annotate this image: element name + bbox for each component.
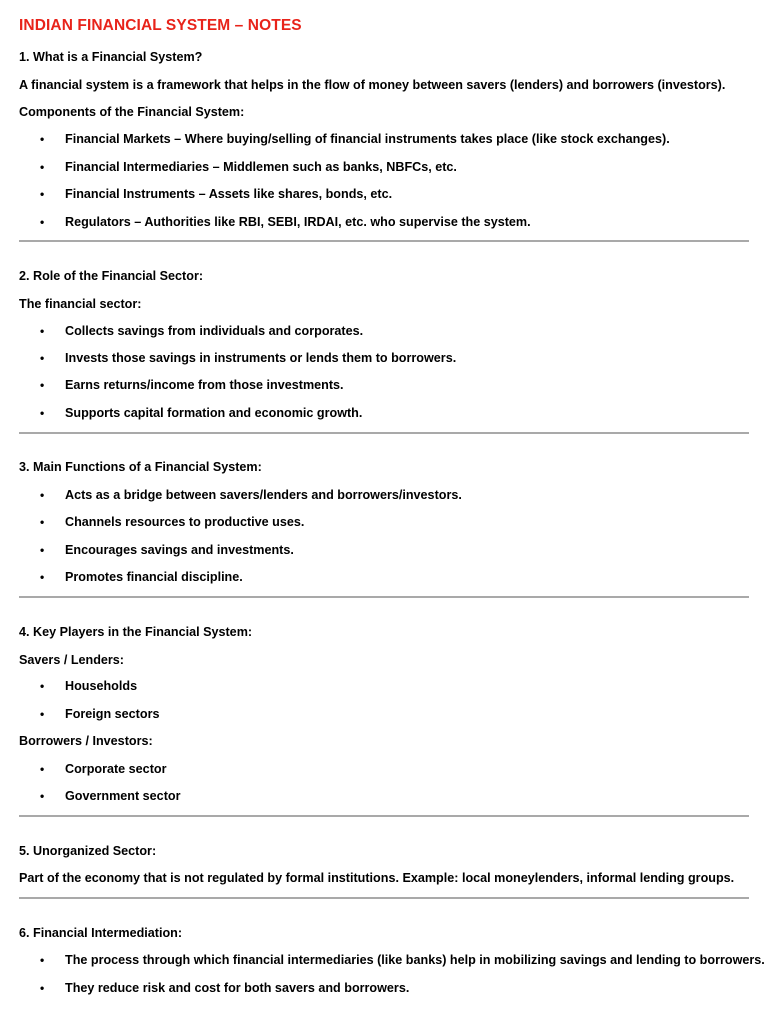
section-heading: 1. What is a Financial System? <box>19 50 203 64</box>
section-heading: 4. Key Players in the Financial System: <box>19 625 253 639</box>
section-paragraph: Part of the economy that is not regulated by formal institutions. Example: local moneylenders, informal lending groups. <box>19 871 735 885</box>
list-item-text: Government sector <box>65 789 181 803</box>
bullet-icon: • <box>40 132 45 146</box>
list-item-text: Earns returns/income from those investments. <box>65 378 344 392</box>
document-title: INDIAN FINANCIAL SYSTEM – NOTES <box>19 17 302 34</box>
section-divider <box>19 897 749 899</box>
bullet-icon: • <box>40 215 45 229</box>
list-item <box>40 678 137 694</box>
list-item <box>40 214 531 230</box>
list-item <box>40 377 344 393</box>
list-item <box>40 159 457 175</box>
list-item <box>40 131 670 147</box>
section-heading: 6. Financial Intermediation: <box>19 926 183 940</box>
bullet-icon: • <box>40 515 45 529</box>
bullet-icon: • <box>40 953 45 967</box>
list-item-text: Households <box>65 679 138 693</box>
bullet-icon: • <box>40 351 45 365</box>
bullet-icon: • <box>40 324 45 338</box>
list-item <box>40 487 462 503</box>
section-divider <box>19 432 749 434</box>
list-item <box>40 952 765 968</box>
bullet-icon: • <box>40 707 45 721</box>
list-item <box>40 706 159 722</box>
bullet-icon: • <box>40 789 45 803</box>
bullet-icon: • <box>40 679 45 693</box>
list-item-text: Acts as a bridge between savers/lenders and borrowers/investors. <box>65 488 462 502</box>
bullet-icon: • <box>40 762 45 776</box>
section-heading: 5. Unorganized Sector: <box>19 844 157 858</box>
section-divider <box>19 596 749 598</box>
list-item-text: Foreign sectors <box>65 707 160 721</box>
list-item <box>40 788 180 804</box>
bullet-icon: • <box>40 187 45 201</box>
bullet-icon: • <box>40 981 45 995</box>
list-item <box>40 761 166 777</box>
list-item-text: Encourages savings and investments. <box>65 543 294 557</box>
section-divider <box>19 815 749 817</box>
group-label: Borrowers / Investors: <box>19 734 153 748</box>
list-item-text: Corporate sector <box>65 762 167 776</box>
list-item <box>40 405 362 421</box>
bullet-icon: • <box>40 160 45 174</box>
list-item-text: Financial Intermediaries – Middlemen such as banks, NBFCs, etc. <box>65 160 457 174</box>
list-item-text: They reduce risk and cost for both savers and borrowers. <box>65 981 410 995</box>
list-item <box>40 542 294 558</box>
list-item-text: Regulators – Authorities like RBI, SEBI, IRDAI, etc. who supervise the system. <box>65 215 531 229</box>
list-item-text: The process through which financial intermediaries (like banks) help in mobilizing savings and lending to borrowers. <box>65 953 765 967</box>
section-paragraph: A financial system is a framework that helps in the flow of money between savers (lenders) and borrowers (investors). <box>19 78 726 92</box>
list-item <box>40 323 363 339</box>
bullet-icon: • <box>40 488 45 502</box>
list-item-text: Supports capital formation and economic growth. <box>65 406 363 420</box>
list-item-text: Collects savings from individuals and corporates. <box>65 324 364 338</box>
list-item <box>40 569 243 585</box>
section-heading: 2. Role of the Financial Sector: <box>19 269 204 283</box>
section-heading: 3. Main Functions of a Financial System: <box>19 460 262 474</box>
list-item-text: Channels resources to productive uses. <box>65 515 305 529</box>
section-sublabel: Components of the Financial System: <box>19 105 245 119</box>
list-item <box>40 514 304 530</box>
list-item-text: Promotes financial discipline. <box>65 570 243 584</box>
group-label: Savers / Lenders: <box>19 653 124 667</box>
list-item-text: Financial Markets – Where buying/selling of financial instruments takes place (like stock exchanges). <box>65 132 670 146</box>
bullet-icon: • <box>40 570 45 584</box>
section-sublabel: The financial sector: <box>19 297 142 311</box>
list-item <box>40 980 409 996</box>
list-item-text: Invests those savings in instruments or lends them to borrowers. <box>65 351 457 365</box>
section-divider <box>19 240 749 242</box>
list-item <box>40 350 456 366</box>
list-item-text: Financial Instruments – Assets like shares, bonds, etc. <box>65 187 393 201</box>
bullet-icon: • <box>40 378 45 392</box>
bullet-icon: • <box>40 543 45 557</box>
list-item <box>40 186 392 202</box>
bullet-icon: • <box>40 406 45 420</box>
